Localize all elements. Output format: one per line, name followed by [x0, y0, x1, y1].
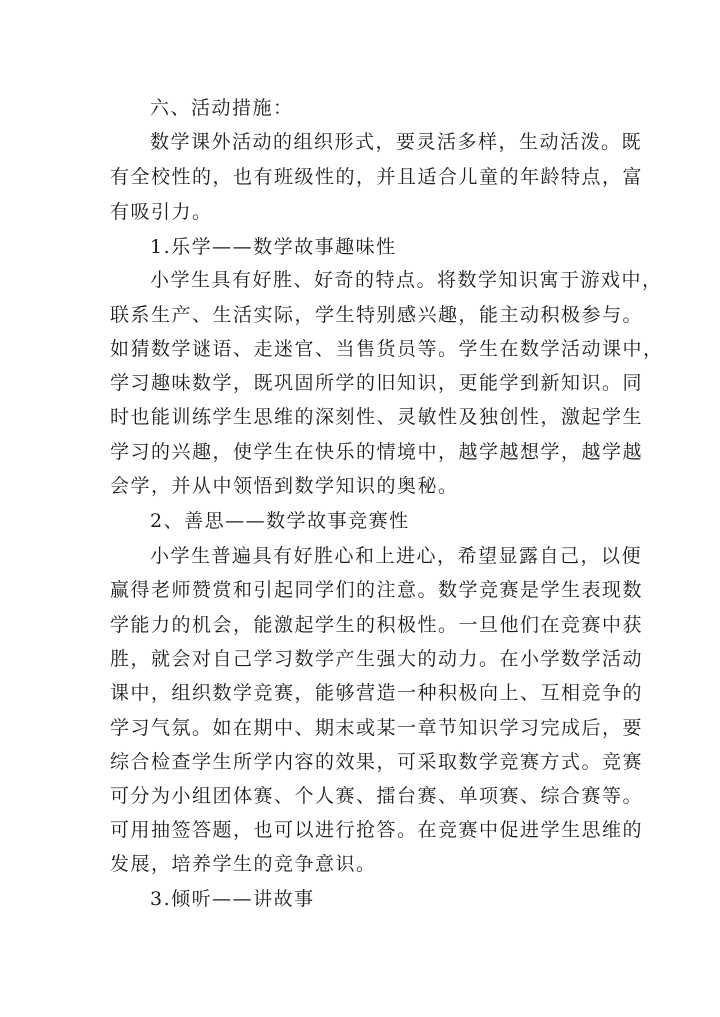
paragraph-line: 联系生产、生活实际，学生特别感兴趣，能主动积极参与。: [110, 304, 644, 326]
paragraph-line: 可用抽签答题，也可以进行抢答。在竞赛中促进学生思维的: [110, 819, 644, 841]
subsection-heading: 3.倾听——讲故事: [150, 888, 315, 910]
subsection-heading: 1.乐学——数学故事趣味性: [150, 236, 397, 258]
paragraph-line: 学习的兴趣，使学生在快乐的情境中，越学越想学，越学越: [110, 441, 644, 463]
paragraph-line: 小学生普遍具有好胜心和上进心，希望显露自己，以便: [150, 545, 643, 567]
paragraph-line: 可分为小组团体赛、个人赛、擂台赛、单项赛、综合赛等。: [110, 785, 644, 807]
paragraph-line: 数学课外活动的组织形式，要灵活多样，生动活泼。既: [150, 131, 643, 153]
paragraph-line: 有吸引力。: [110, 201, 213, 223]
paragraph-line: 时也能训练学生思维的深刻性、灵敏性及独创性，激起学生: [110, 406, 644, 428]
paragraph-line: 学习趣味数学，既巩固所学的旧知识，更能学到新知识。同: [110, 372, 644, 394]
paragraph-line: 学能力的机会，能激起学生的积极性。一旦他们在竞赛中获: [110, 614, 644, 636]
paragraph-line: 课中，组织数学竞赛，能够营造一种积极向上、互相竞争的: [110, 682, 644, 704]
paragraph-line: 小学生具有好胜、好奇的特点。将数学知识寓于游戏中，: [150, 269, 663, 291]
paragraph-line: 学习气氛。如在期中、期末或某一章节知识学习完成后，要: [110, 717, 644, 739]
section-heading: 六、活动措施：: [150, 97, 294, 119]
paragraph-line: 会学，并从中领悟到数学知识的奥秘。: [110, 475, 459, 497]
paragraph-line: 有全校性的，也有班级性的，并且适合儿童的年龄特点，富: [110, 166, 644, 188]
paragraph-line: 发展，培养学生的竞争意识。: [110, 853, 377, 875]
paragraph-line: 综合检查学生所学内容的效果，可采取数学竞赛方式。竞赛: [110, 751, 644, 773]
paragraph-line: 如猜数学谜语、走迷官、当售货员等。学生在数学活动课中，: [110, 338, 664, 360]
paragraph-line: 胜，就会对自己学习数学产生强大的动力。在小学数学活动: [110, 648, 644, 670]
paragraph-line: 赢得老师赞赏和引起同学们的注意。数学竞赛是学生表现数: [110, 579, 644, 601]
subsection-heading: 2、善思——数学故事竞赛性: [150, 510, 410, 532]
